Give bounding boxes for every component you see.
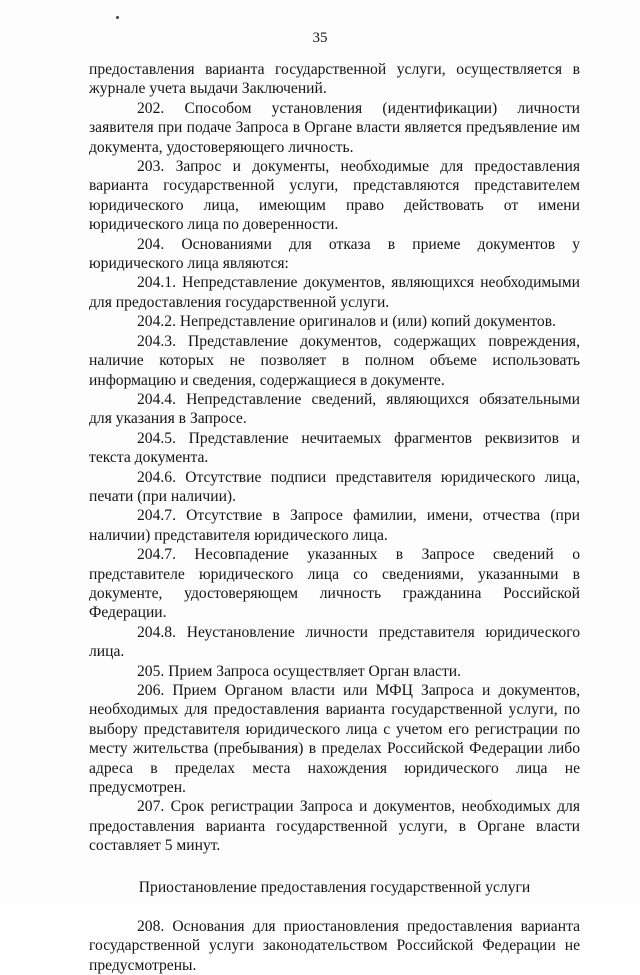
paragraph-204-5: 204.5. Представление нечитаемых фрагментов реквизитов и текста документа.: [89, 429, 580, 467]
paragraph-204-2: 204.2. Непредставление оригиналов и (или) копий документов.: [137, 313, 556, 331]
document-body: [89, 60, 580, 975]
paragraph-204: 204. Основаниями для отказа в приеме документов у юридического лица являются:: [89, 235, 580, 273]
paragraph-204-7-first: 204.7. Отсутствие в Запросе фамилии, имени, отчества (при наличии) представителя юридического лица.: [89, 507, 580, 544]
paragraph-204-7-second: 204.7. Несовпадение указанных в Запросе сведений о представителе юридического лица со сведениями, указанными в документе, удостоверяющем личность гражданина Российской Федерации.: [89, 546, 580, 622]
paragraph-203: 203. Запрос и документы, необходимые для предоставления варианта государственной услуги, представляются представителем юридического лица, имеющим право действовать от имени юридического лица по доверенности.: [89, 158, 580, 234]
scan-speck: [116, 16, 119, 19]
paragraph-204-1: 204.1. Непредставление документов, являющихся необходимыми для предоставления государственной услуги.: [89, 274, 580, 311]
paragraph-206: 206. Прием Органом власти или МФЦ Запроса и документов, необходимых для предоставления варианта государственной услуги, по выбору представителя юридического лица с учетом его регистрации по месту жительства (пребывания) в пределах Российской Федерации либо адреса в пределах места нахождения юридического лица не предусмотрен.: [89, 682, 580, 797]
paragraph-204-8: 204.8. Неустановление личности представителя юридического лица.: [89, 623, 580, 661]
paragraph-205: 205. Прием Запроса осуществляет Орган власти.: [137, 662, 462, 680]
page-number: 35: [312, 30, 328, 46]
paragraph-202: 202. Способом установления (идентификации) личности заявителя при подаче Запроса в Органе власти является предъявление им документа, удостоверяющего личность.: [89, 99, 580, 156]
paragraph-continuation: предоставления варианта государственной услуги, осуществляется в журнале учета выдачи Заключений.: [89, 61, 580, 98]
paragraph-204-3: 204.3. Представление документов, содержащих повреждения, наличие которых не позволяет в полном объеме использовать информацию и сведения, содержащиеся в документе.: [89, 332, 580, 389]
paragraph-208: 208. Основания для приостановления предоставления варианта государственной услуги законодательством Российской Федерации не предусмотрены.: [89, 918, 580, 974]
section-heading: Приостановление предоставления государственной услуги: [138, 878, 531, 896]
paragraph-204-6: 204.6. Отсутствие подписи представителя юридического лица, печати (при наличии).: [89, 468, 580, 505]
paragraph-204-4: 204.4. Непредставление сведений, являющихся обязательными для указания в Запросе.: [89, 390, 580, 428]
paragraph-207: 207. Срок регистрации Запроса и документов, необходимых для предоставления варианта государственной услуги, в Органе власти составляет 5 минут.: [89, 798, 580, 855]
